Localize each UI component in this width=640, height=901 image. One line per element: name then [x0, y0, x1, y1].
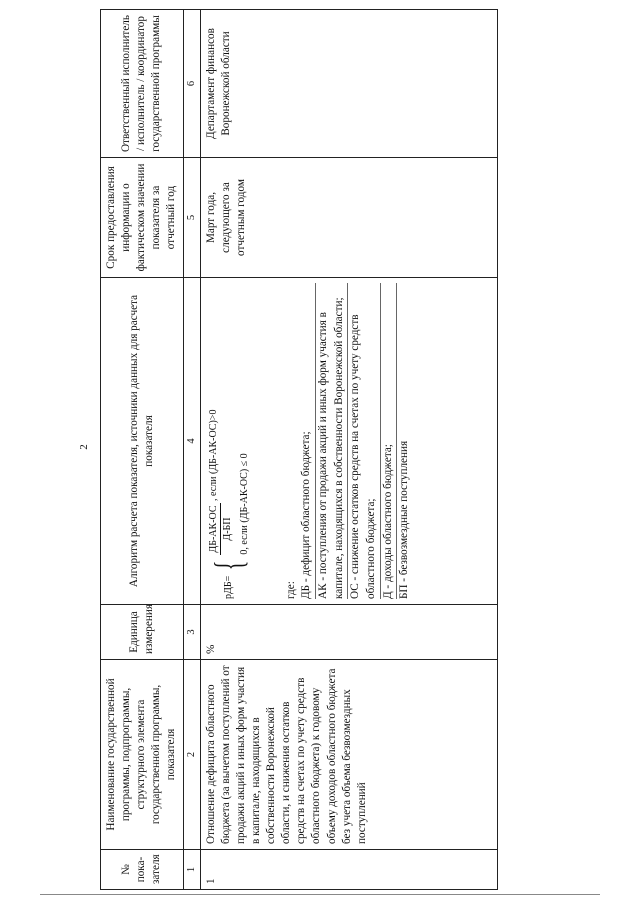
column-number: 1: [183, 850, 200, 890]
formula-condition-2: 0, если (ДБ-АК-ОС) ≤ 0: [238, 453, 250, 555]
indicator-table: [100, 9, 498, 890]
header-row: [101, 10, 184, 890]
formula-cases: [204, 410, 255, 555]
deadline-cell: Март года, следующего за отчетным годом: [200, 158, 497, 278]
column-number: 6: [183, 10, 200, 158]
header-algorithm: Алгоритм расчета показателя, источники данных для расчета показателя: [101, 278, 184, 605]
header-name: Наименование государственной программы, подпрограммы, структурного элемента государственной программы, показателя: [101, 660, 184, 850]
formula-fraction: [207, 503, 235, 554]
formula: [204, 283, 255, 599]
where-label: где:: [285, 581, 298, 599]
header-unit: Единица измерения: [101, 605, 184, 660]
legend-item: БП - безвозмездные поступления: [398, 440, 411, 599]
algorithm-cell: [200, 278, 497, 605]
page-number: 2: [78, 444, 90, 450]
legend-item: Д - доходы областного бюджета;: [381, 283, 398, 599]
header-indicator-number: № пока-зателя: [101, 850, 184, 890]
formula-legend: [299, 283, 413, 599]
responsible-cell: Департамент финансов Воронежской области: [200, 10, 497, 158]
legend-item: ОС - снижение остатков средств на счетах по учету средств областного бюджета;: [348, 283, 380, 599]
header-deadline: Срок предоставления информации о фактическом значении показателя за отчетный год: [101, 158, 184, 278]
column-number: 4: [183, 278, 200, 605]
indicator-unit: %: [200, 605, 497, 660]
column-number: 2: [183, 660, 200, 850]
brace-glyph: {: [205, 560, 251, 570]
row-number: 1: [200, 850, 497, 890]
formula-condition-1: , если (ДБ-АК-ОС)>0: [207, 409, 219, 501]
column-number-row: [183, 10, 200, 890]
indicator-name: Отношение дефицита областного бюджета (за вычетом поступлений от продажи акций и иных форм участия в капитале, находящихся в собственности Воронежской области, и снижения остатков средств на счетах по учету средств областного бюджета) к годовому объему доходов областного бюджета без учета объема безвозмездных поступлений: [200, 660, 497, 850]
formula-numerator: ДБ-АК-ОС: [207, 503, 222, 554]
legend-item: АК - поступления от продажи акций и иных форм участия в капитале, находящихся в собственности Воронежской области;: [316, 283, 348, 599]
rotated-table-wrapper: [100, 10, 628, 890]
table-row: [200, 10, 497, 890]
formula-denominator: Д-БП: [222, 517, 234, 541]
header-responsible: Ответственный исполнитель / исполнитель / координатор государственной программы: [101, 10, 184, 158]
formula-lhs: рДБ=: [223, 575, 235, 599]
page-bottom-rule: [40, 894, 600, 895]
column-number: 3: [183, 605, 200, 660]
legend-item: ДБ - дефицит областного бюджета;: [299, 283, 316, 599]
column-number: 5: [183, 158, 200, 278]
